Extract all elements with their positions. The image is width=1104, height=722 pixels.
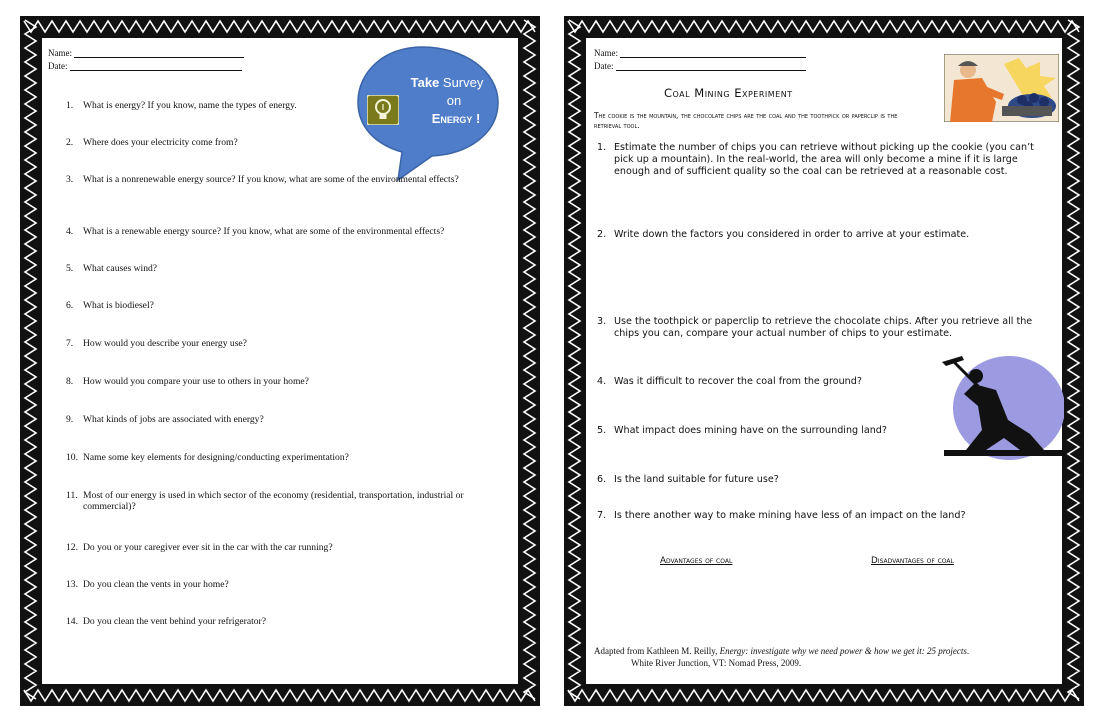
citation-publisher: White River Junction, VT: Nomad Press, 2009.: [631, 658, 802, 668]
experiment-question: [597, 474, 1037, 486]
question-number: 6.: [597, 474, 607, 485]
question-number: 1.: [66, 100, 74, 111]
name-field[interactable]: [48, 48, 244, 58]
question-text: What causes wind?: [83, 263, 158, 274]
survey-question: [66, 452, 511, 463]
question-text: Name some key elements for designing/conducting experimentation?: [83, 452, 349, 463]
question-number: 1.: [597, 142, 607, 153]
survey-question: [66, 100, 336, 111]
disadvantages-of-coal-heading: Disadvantages of coal: [871, 556, 954, 566]
survey-question: [66, 579, 511, 590]
date-label: Date:: [594, 61, 614, 71]
question-number: 3.: [66, 174, 74, 185]
question-number: 10.: [66, 452, 78, 463]
name-label: Name:: [594, 48, 618, 58]
date-line[interactable]: [70, 62, 242, 71]
question-number: 3.: [597, 316, 607, 327]
survey-question: [66, 300, 511, 311]
survey-word: Survey: [439, 75, 484, 90]
question-text: What is energy? If you know, name the types of energy.: [83, 100, 297, 111]
question-text: Was it difficult to recover the coal from the ground?: [614, 376, 862, 387]
question-number: 5.: [597, 425, 607, 436]
citation-prefix: Adapted from Kathleen M. Reilly,: [594, 646, 720, 656]
survey-on: on: [446, 93, 462, 108]
survey-question: [66, 542, 511, 553]
survey-question: [66, 490, 511, 512]
experiment-question: [597, 510, 1037, 522]
question-number: 2.: [66, 137, 74, 148]
experiment-question: [597, 376, 917, 388]
question-text: What is biodiesel?: [83, 300, 154, 311]
survey-question: [66, 174, 511, 185]
survey-page: [20, 16, 540, 706]
question-number: 4.: [66, 226, 74, 237]
question-text: Estimate the number of chips you can retrieve without picking up the cookie (you can’t pick up a mountain). In the real-world, the area will only become a mine if it is large enough and of sufficient quality so the coal can be retrieved at a reasonable cost.: [614, 142, 1034, 177]
question-text: Write down the factors you considered in order to arrive at your estimate.: [614, 229, 970, 240]
page-title: Coal Mining Experiment: [664, 86, 793, 100]
date-field[interactable]: [48, 61, 242, 71]
question-number: 5.: [66, 263, 74, 274]
experiment-question: [597, 316, 1037, 340]
survey-question: [66, 226, 511, 237]
survey-question: [66, 376, 511, 387]
question-number: 9.: [66, 414, 74, 425]
question-text: Where does your electricity come from?: [83, 137, 238, 148]
question-text: Is there another way to make mining have less of an impact on the land?: [614, 510, 966, 521]
question-text: Most of our energy is used in which sector of the economy (residential, transportation, industrial or commercial)?: [83, 490, 464, 512]
experiment-question: [597, 142, 1037, 178]
experiment-question: [597, 229, 1037, 241]
date-line[interactable]: [616, 62, 806, 71]
coal-experiment-page: [564, 16, 1084, 706]
question-number: 12.: [66, 542, 78, 553]
citation-book-title: Energy: investigate why we need power & how we get it: 25 projects: [719, 646, 967, 656]
question-text: Do you clean the vents in your home?: [83, 579, 229, 590]
survey-question: [66, 137, 511, 148]
question-text: What impact does mining have on the surrounding land?: [614, 425, 887, 436]
question-text: Do you or your caregiver ever sit in the car with the car running?: [83, 542, 333, 553]
citation-suffix: .: [966, 646, 970, 656]
question-number: 6.: [66, 300, 74, 311]
name-field[interactable]: [594, 48, 806, 58]
advantages-of-coal-heading: Advantages of coal: [660, 556, 733, 566]
question-text: What kinds of jobs are associated with energy?: [83, 414, 264, 425]
question-number: 2.: [597, 229, 607, 240]
survey-energy: Energy !: [431, 111, 481, 126]
name-line[interactable]: [74, 49, 244, 58]
question-number: 13.: [66, 579, 78, 590]
coal-miner-illustration: [944, 54, 1059, 122]
question-text: What is a renewable energy source? If you know, what are some of the environmental effects?: [83, 226, 445, 237]
survey-question: [66, 263, 511, 274]
survey-question: [66, 616, 511, 627]
survey-question: [66, 414, 511, 425]
name-label: Name:: [48, 48, 72, 58]
survey-take: Take: [410, 75, 440, 90]
experiment-intro: The cookie is the mountain, the chocolate chips are the coal and the toothpick or paperclip is the retrieval tool.: [594, 111, 898, 130]
question-number: 7.: [66, 338, 74, 349]
date-field[interactable]: [594, 61, 806, 71]
question-number: 4.: [597, 376, 607, 387]
question-text: Do you clean the vent behind your refrigerator?: [83, 616, 267, 627]
question-text: How would you describe your energy use?: [83, 338, 247, 349]
survey-question: [66, 338, 511, 349]
miner-silhouette-illustration: [934, 346, 1064, 461]
question-text: What is a nonrenewable energy source? If you know, what are some of the environmental effects?: [83, 174, 459, 185]
question-number: 14.: [66, 616, 78, 627]
question-text: Is the land suitable for future use?: [614, 474, 779, 485]
citation: [594, 645, 1064, 669]
question-number: 8.: [66, 376, 74, 387]
survey-bubble-text: [392, 74, 502, 128]
question-text: Use the toothpick or paperclip to retrieve the chocolate chips. After you retrieve all the chips you can, compare your actual number of chips to your estimate.: [614, 316, 1033, 339]
question-number: 11.: [66, 490, 78, 501]
question-text: How would you compare your use to others in your home?: [83, 376, 309, 387]
date-label: Date:: [48, 61, 68, 71]
question-number: 7.: [597, 510, 607, 521]
name-line[interactable]: [620, 49, 806, 58]
experiment-question: [597, 425, 917, 437]
